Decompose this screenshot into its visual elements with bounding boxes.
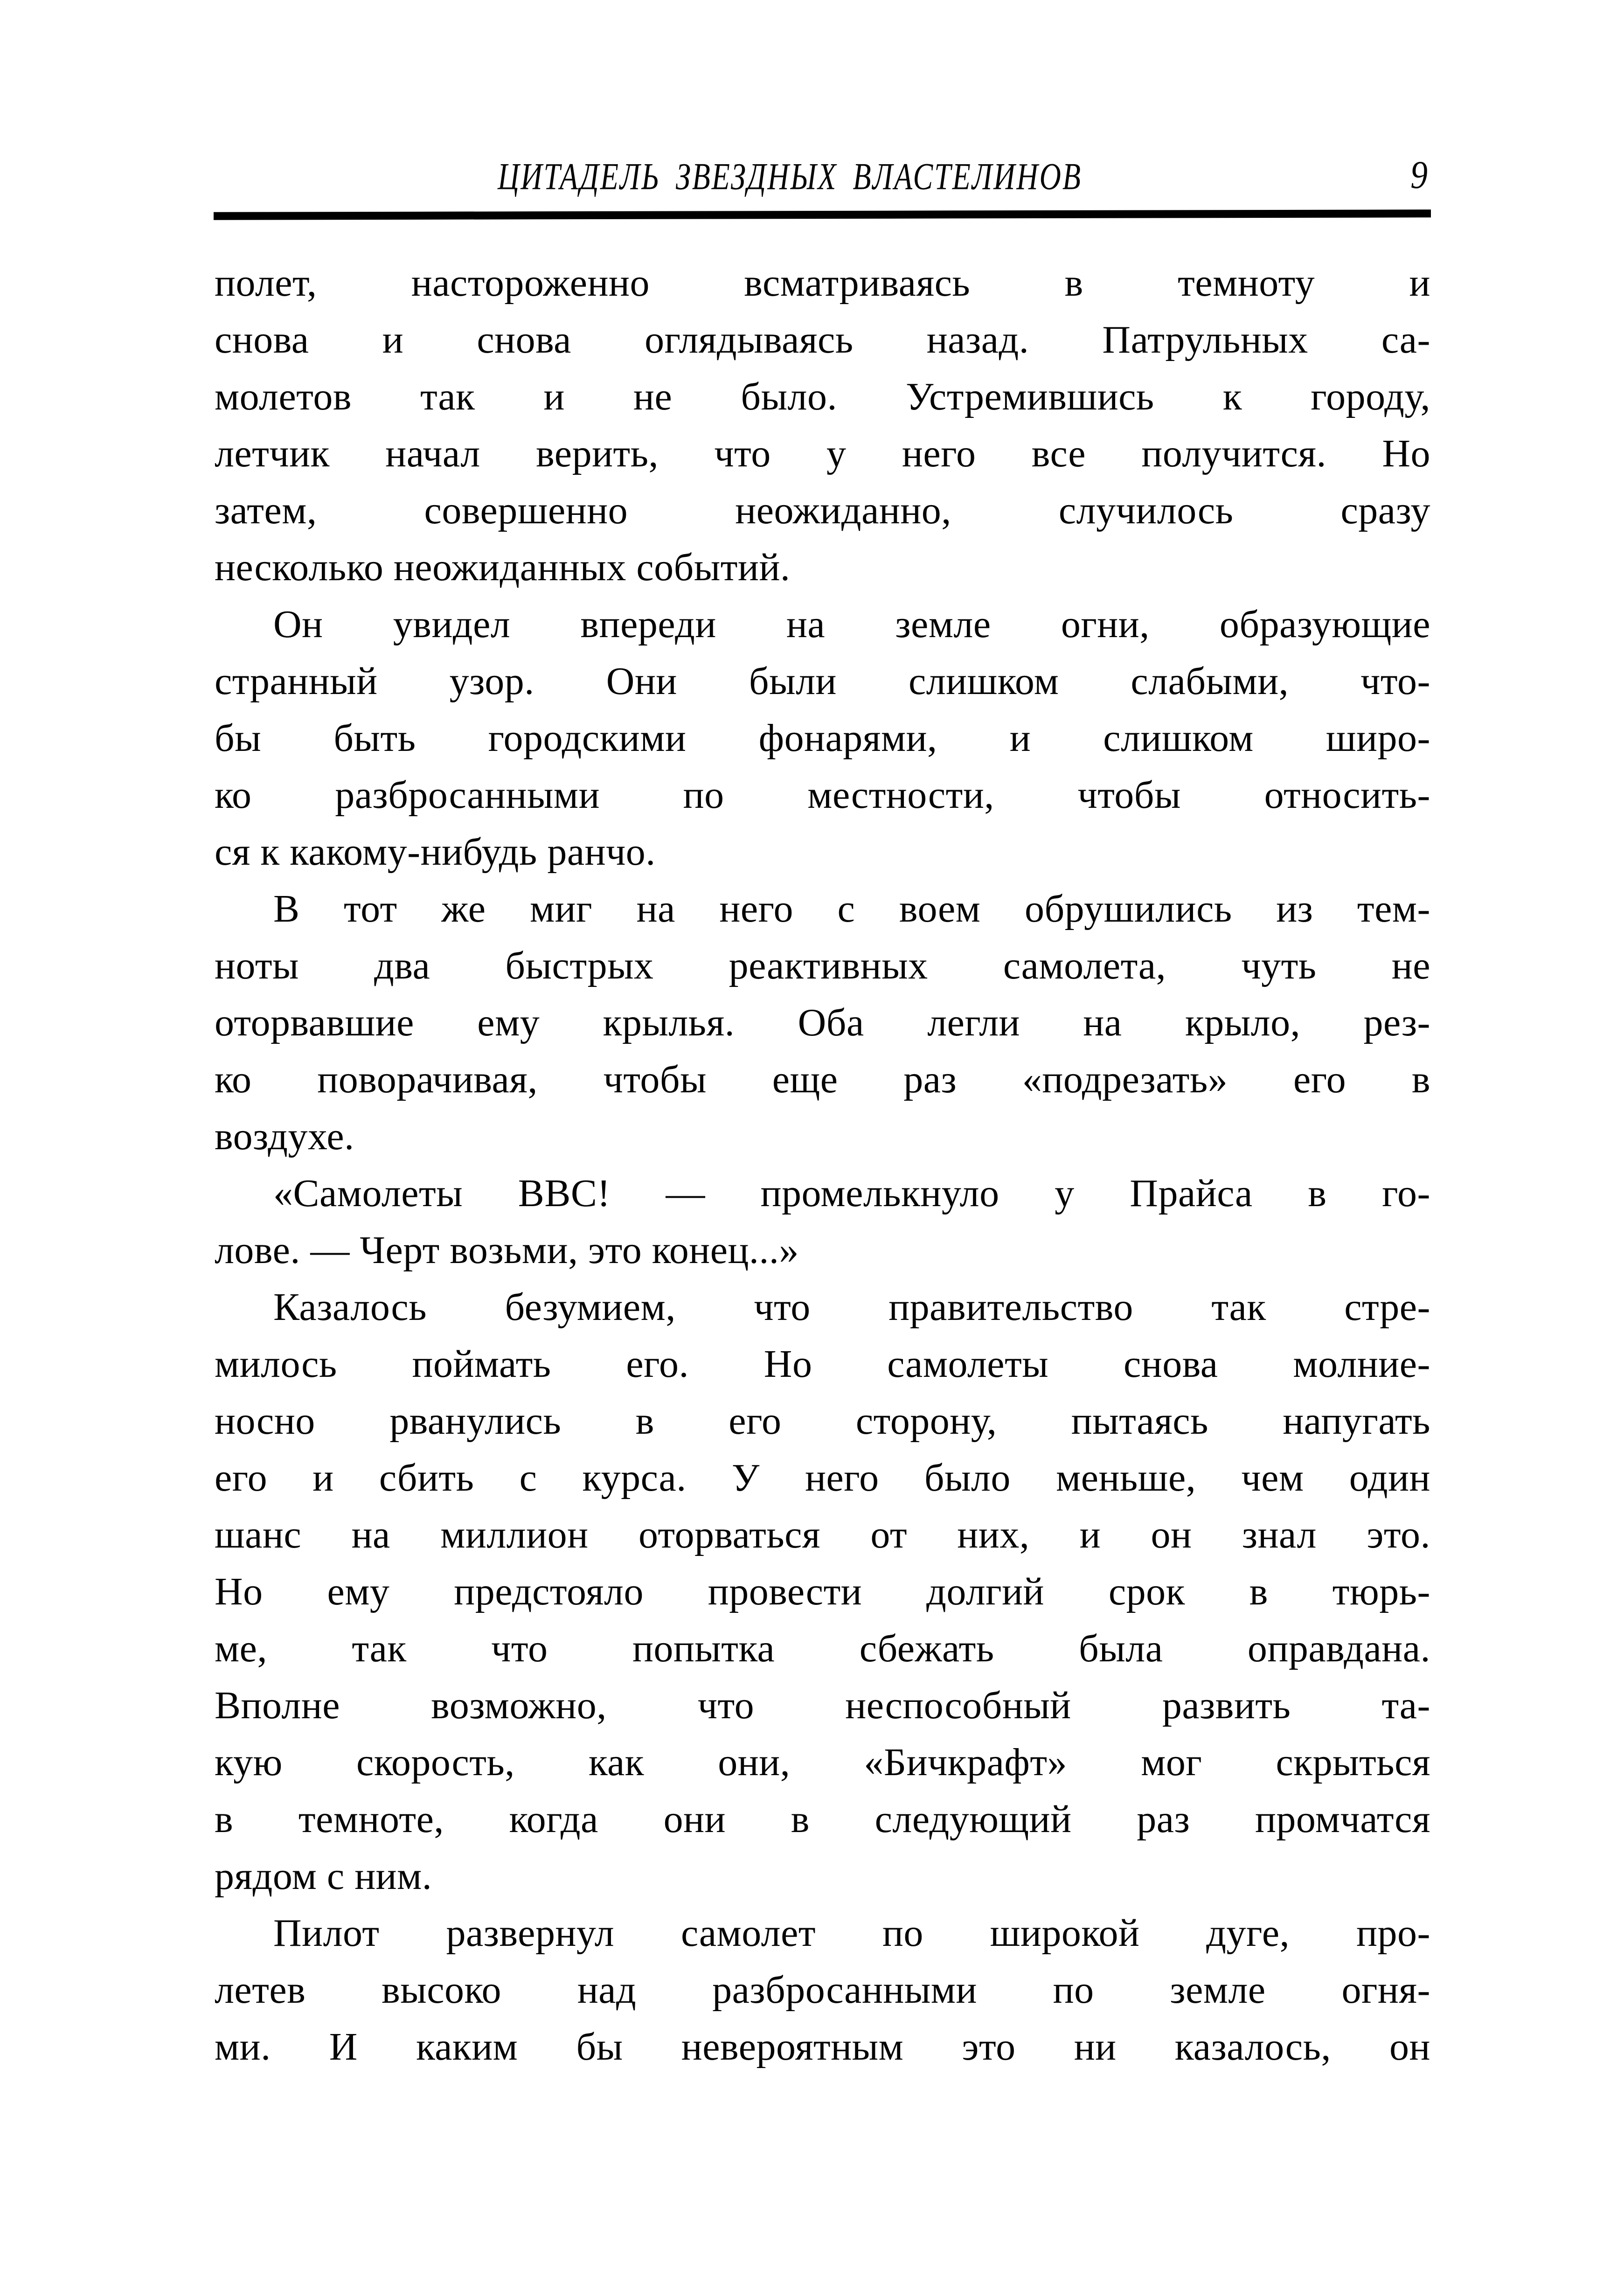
text-line: снова и снова оглядываясь назад. Патрульных са- xyxy=(215,318,1430,361)
paragraph xyxy=(215,881,1430,1165)
paragraph xyxy=(215,255,1430,596)
text-line: шанс на миллион оторваться от них, и он знал это. xyxy=(215,1513,1430,1556)
paragraph xyxy=(215,1279,1430,1905)
text-line: ся к какому-нибудь ранчо. xyxy=(215,830,656,874)
text-line: несколько неожиданных событий. xyxy=(215,546,791,589)
text-line: воздухе. xyxy=(215,1115,354,1158)
text-line: Он увидел впереди на земле огни, образующие xyxy=(273,603,1430,646)
text-line: лове. — Черт возьми, это конец...» xyxy=(215,1229,799,1272)
text-line: бы быть городскими фонарями, и слишком широ- xyxy=(215,716,1430,760)
paragraph xyxy=(215,596,1430,881)
text-line: ко разбросанными по местности, чтобы относить- xyxy=(215,773,1430,817)
body-text xyxy=(215,255,1430,2076)
text-line: ме, так что попытка сбежать была оправдана. xyxy=(215,1627,1430,1670)
text-line: полет, настороженно всматриваясь в темноту и xyxy=(215,261,1430,305)
text-line: летев высоко над разбросанными по земле огня- xyxy=(215,1968,1430,2012)
text-line: его и сбить с курса. У него было меньше, чем один xyxy=(215,1456,1430,1500)
text-line: Но ему предстояло провести долгий срок в тюрь- xyxy=(215,1570,1430,1613)
text-line: Пилот развернул самолет по широкой дуге, про- xyxy=(273,1911,1430,1955)
running-title: ЦИТАДЕЛЬ ЗВЕЗДНЫХ ВЛАСТЕЛИНОВ xyxy=(498,155,1082,198)
text-line: ми. И каким бы невероятным это ни казалось, он xyxy=(215,2025,1430,2069)
text-line: ноты два быстрых реактивных самолета, чуть не xyxy=(215,944,1430,987)
text-line: Вполне возможно, что неспособный развить та- xyxy=(215,1684,1430,1727)
text-line: кую скорость, как они, «Бичкрафт» мог скрыться xyxy=(215,1741,1430,1784)
text-line: рядом с ним. xyxy=(215,1854,432,1898)
paragraph xyxy=(215,1905,1430,2076)
text-line: носно рванулись в его сторону, пытаясь напугать xyxy=(215,1399,1430,1443)
text-line: затем, совершенно неожиданно, случилось сразу xyxy=(215,489,1430,532)
text-line: молетов так и не было. Устремившись к городу, xyxy=(215,375,1430,418)
text-line: в темноте, когда они в следующий раз промчатся xyxy=(215,1798,1430,1841)
page-header xyxy=(215,153,1430,215)
text-line: Казалось безумием, что правительство так стре- xyxy=(273,1285,1430,1329)
page-number: 9 xyxy=(1410,153,1428,197)
text-line: ко поворачивая, чтобы еще раз «подрезать» его в xyxy=(215,1058,1430,1101)
text-line: «Самолеты ВВС! — промелькнуло у Прайса в го- xyxy=(273,1172,1430,1215)
text-line: оторвавшие ему крылья. Оба легли на крыло, рез- xyxy=(215,1001,1430,1044)
paragraph xyxy=(215,1165,1430,1279)
text-line: милось поймать его. Но самолеты снова молние- xyxy=(215,1342,1430,1386)
text-line: странный узор. Они были слишком слабыми, что- xyxy=(215,660,1430,703)
text-line: летчик начал верить, что у него все получится. Но xyxy=(215,432,1430,475)
text-line: В тот же миг на него с воем обрушились из тем- xyxy=(273,887,1430,930)
